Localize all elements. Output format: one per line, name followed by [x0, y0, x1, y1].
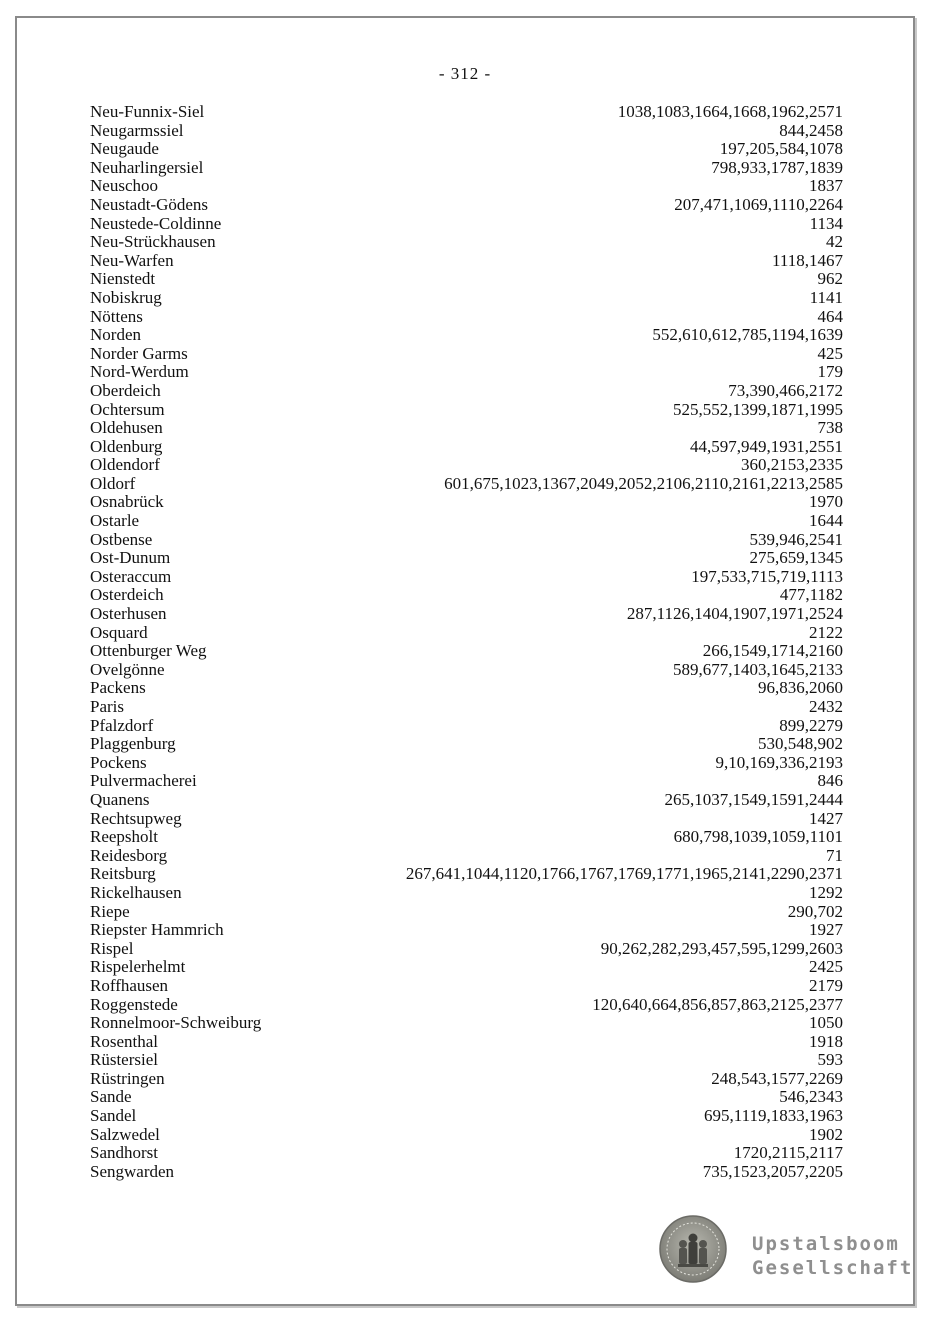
place-name: Osnabrück [90, 492, 164, 512]
reference-numbers: 9,10,169,336,2193 [715, 752, 843, 772]
place-index-list [90, 103, 843, 1181]
place-name: Ostbense [90, 529, 153, 549]
reference-numbers: 197,205,584,1078 [719, 139, 843, 159]
index-row [90, 735, 843, 754]
index-row [90, 233, 843, 252]
reference-numbers: 1118,1467 [772, 250, 843, 270]
index-row [90, 326, 843, 345]
place-name: Rickelhausen [90, 882, 182, 902]
index-row [90, 586, 843, 605]
index-row [90, 215, 843, 234]
place-name: Osterhusen [90, 604, 167, 624]
index-row [90, 568, 843, 587]
index-row [90, 772, 843, 791]
index-row [90, 1051, 843, 1070]
reference-numbers: 44,597,949,1931,2551 [690, 436, 843, 456]
place-name: Nöttens [90, 306, 143, 326]
index-row [90, 122, 843, 141]
place-name: Oldorf [90, 473, 136, 493]
place-name: Pockens [90, 752, 147, 772]
index-row [90, 884, 843, 903]
place-name: Plaggenburg [90, 734, 176, 754]
reference-numbers: 1427 [809, 808, 843, 828]
index-row [90, 865, 843, 884]
place-name: Rosenthal [90, 1031, 158, 1051]
reference-numbers: 120,640,664,856,857,863,2125,2377 [592, 994, 843, 1014]
place-name: Neuschoo [90, 176, 158, 196]
reference-numbers: 601,675,1023,1367,2049,2052,2106,2110,2161,2213,2585 [444, 473, 843, 493]
index-row [90, 1088, 843, 1107]
reference-numbers: 735,1523,2057,2205 [702, 1161, 843, 1181]
index-row [90, 698, 843, 717]
reference-numbers: 96,836,2060 [758, 678, 843, 698]
reference-numbers: 798,933,1787,1839 [711, 157, 843, 177]
reference-numbers: 695,1119,1833,1963 [704, 1106, 843, 1126]
place-name: Neu-Warfen [90, 250, 174, 270]
place-name: Oldehusen [90, 418, 163, 438]
index-row [90, 493, 843, 512]
reference-numbers: 589,677,1403,1645,2133 [673, 659, 843, 679]
index-row [90, 159, 843, 178]
reference-numbers: 73,390,466,2172 [728, 380, 843, 400]
place-name: Pulvermacherei [90, 771, 197, 791]
place-name: Roffhausen [90, 975, 169, 995]
place-name: Reitsburg [90, 864, 156, 884]
place-name: Neustede-Coldinne [90, 213, 222, 233]
reference-numbers: 1970 [809, 492, 843, 512]
reference-numbers: 1141 [809, 287, 843, 307]
index-row [90, 996, 843, 1015]
reference-numbers: 90,262,282,293,457,595,1299,2603 [600, 938, 843, 958]
place-name: Norder Garms [90, 343, 188, 363]
reference-numbers: 1050 [809, 1013, 843, 1033]
place-name: Riepe [90, 901, 130, 921]
place-name: Nobiskrug [90, 287, 162, 307]
place-name: Osquard [90, 622, 148, 642]
reference-numbers: 899,2279 [779, 715, 843, 735]
place-name: Pfalzdorf [90, 715, 154, 735]
reference-numbers: 207,471,1069,1110,2264 [674, 194, 843, 214]
place-name: Oberdeich [90, 380, 161, 400]
place-name: Oldendorf [90, 455, 160, 475]
reference-numbers: 425 [817, 343, 843, 363]
index-row [90, 940, 843, 959]
index-row [90, 717, 843, 736]
reference-numbers: 267,641,1044,1120,1766,1767,1769,1771,1965,2141,2290,2371 [405, 864, 843, 884]
reference-numbers: 1038,1083,1664,1668,1962,2571 [617, 102, 843, 121]
page-number: - 312 - [438, 64, 492, 83]
index-row [90, 1033, 843, 1052]
index-row [90, 828, 843, 847]
place-name: Ochtersum [90, 399, 165, 419]
place-name: Paris [90, 697, 124, 716]
reference-numbers: 290,702 [787, 901, 843, 921]
place-name: Oldenburg [90, 436, 163, 456]
index-row [90, 438, 843, 457]
reference-numbers: 197,533,715,719,1113 [691, 566, 843, 586]
index-row [90, 103, 843, 122]
reference-numbers: 275,659,1345 [749, 548, 843, 568]
place-name: Rispelerhelmt [90, 957, 186, 977]
reference-numbers: 464 [817, 306, 843, 326]
index-row [90, 1163, 843, 1182]
index-row [90, 605, 843, 624]
reference-numbers: 530,548,902 [758, 734, 843, 754]
reference-numbers: 1927 [809, 920, 843, 940]
index-row [90, 958, 843, 977]
place-name: Salzwedel [90, 1124, 160, 1144]
place-name: Osteraccum [90, 566, 172, 586]
place-name: Neugarmssiel [90, 120, 184, 140]
index-row [90, 1144, 843, 1163]
place-name: Ost-Dunum [90, 548, 171, 568]
reference-numbers: 2122 [809, 622, 843, 642]
reference-numbers: 2425 [809, 957, 843, 977]
index-row [90, 549, 843, 568]
reference-numbers: 248,543,1577,2269 [711, 1068, 843, 1088]
index-row [90, 661, 843, 680]
index-row [90, 270, 843, 289]
index-row [90, 475, 843, 494]
reference-numbers: 266,1549,1714,2160 [702, 641, 843, 661]
reference-numbers: 1918 [809, 1031, 843, 1051]
reference-numbers: 287,1126,1404,1907,1971,2524 [626, 604, 843, 624]
place-name: Rispel [90, 938, 134, 958]
reference-numbers: 71 [826, 845, 843, 865]
place-name: Neu-Strückhausen [90, 232, 216, 252]
reference-numbers: 962 [817, 269, 843, 289]
index-row [90, 345, 843, 364]
place-name: Ottenburger Weg [90, 641, 207, 661]
place-name: Sandel [90, 1106, 137, 1126]
index-row [90, 363, 843, 382]
place-name: Packens [90, 678, 146, 698]
reference-numbers: 179 [817, 362, 843, 382]
reference-numbers: 1837 [809, 176, 843, 196]
reference-numbers: 525,552,1399,1871,1995 [673, 399, 843, 419]
reference-numbers: 552,610,612,785,1194,1639 [652, 325, 843, 345]
reference-numbers: 1902 [809, 1124, 843, 1144]
reference-numbers: 680,798,1039,1059,1101 [673, 827, 843, 847]
place-name: Reepsholt [90, 827, 158, 847]
index-row [90, 754, 843, 773]
reference-numbers: 1644 [809, 511, 843, 531]
reference-numbers: 539,946,2541 [749, 529, 843, 549]
place-name: Rechtsupweg [90, 808, 182, 828]
place-name: Riepster Hammrich [90, 920, 224, 940]
reference-numbers: 593 [817, 1050, 843, 1070]
place-name: Nord-Werdum [90, 362, 189, 382]
place-name: Neugaude [90, 139, 159, 159]
index-row [90, 252, 843, 271]
reference-numbers: 1134 [809, 213, 843, 233]
reference-numbers: 844,2458 [779, 120, 843, 140]
index-row [90, 196, 843, 215]
place-name: Neustadt-Gödens [90, 194, 209, 214]
reference-numbers: 1292 [809, 882, 843, 902]
place-name: Sandhorst [90, 1143, 158, 1163]
index-row [90, 531, 843, 550]
index-row [90, 642, 843, 661]
index-row [90, 308, 843, 327]
reference-numbers: 42 [826, 232, 843, 252]
reference-numbers: 2432 [809, 697, 843, 716]
index-row [90, 177, 843, 196]
index-row [90, 624, 843, 643]
reference-numbers: 1720,2115,2117 [733, 1143, 843, 1163]
place-name: Quanens [90, 789, 150, 809]
place-name: Reidesborg [90, 845, 168, 865]
index-row [90, 1126, 843, 1145]
place-name: Ostarle [90, 511, 140, 531]
place-name: Ovelgönne [90, 659, 165, 679]
place-name: Rüstringen [90, 1068, 165, 1088]
reference-numbers: 2179 [809, 975, 843, 995]
place-name: Roggenstede [90, 994, 178, 1014]
place-name: Sande [90, 1087, 132, 1107]
place-name: Neu-Funnix-Siel [90, 102, 205, 121]
reference-numbers: 846 [817, 771, 843, 791]
place-name: Nienstedt [90, 269, 156, 289]
index-row [90, 921, 843, 940]
place-name: Osterdeich [90, 585, 164, 605]
logo-line-1: Upstalsboom [752, 1233, 900, 1255]
reference-numbers: 546,2343 [779, 1087, 843, 1107]
reference-numbers: 265,1037,1549,1591,2444 [664, 789, 843, 809]
index-row [90, 1070, 843, 1089]
index-row [90, 977, 843, 996]
place-name: Rüstersiel [90, 1050, 158, 1070]
seal-icon [658, 1214, 728, 1284]
index-row [90, 810, 843, 829]
index-row [90, 289, 843, 308]
index-row [90, 512, 843, 531]
index-row [90, 419, 843, 438]
reference-numbers: 738 [817, 418, 843, 438]
reference-numbers: 360,2153,2335 [741, 455, 843, 475]
society-logo [658, 1214, 914, 1284]
place-name: Norden [90, 325, 141, 345]
index-row [90, 456, 843, 475]
index-row [90, 1107, 843, 1126]
place-name: Sengwarden [90, 1161, 175, 1181]
logo-line-2: Gesellschaft [752, 1257, 914, 1279]
place-name: Ronnelmoor-Schweiburg [90, 1013, 262, 1033]
index-row [90, 791, 843, 810]
index-row [90, 1014, 843, 1033]
reference-numbers: 477,1182 [779, 585, 843, 605]
logo-wordmark [752, 1232, 913, 1280]
index-row [90, 401, 843, 420]
index-row [90, 382, 843, 401]
place-name: Neuharlingersiel [90, 157, 204, 177]
index-row [90, 847, 843, 866]
index-row [90, 140, 843, 159]
index-row [90, 679, 843, 698]
index-row [90, 903, 843, 922]
